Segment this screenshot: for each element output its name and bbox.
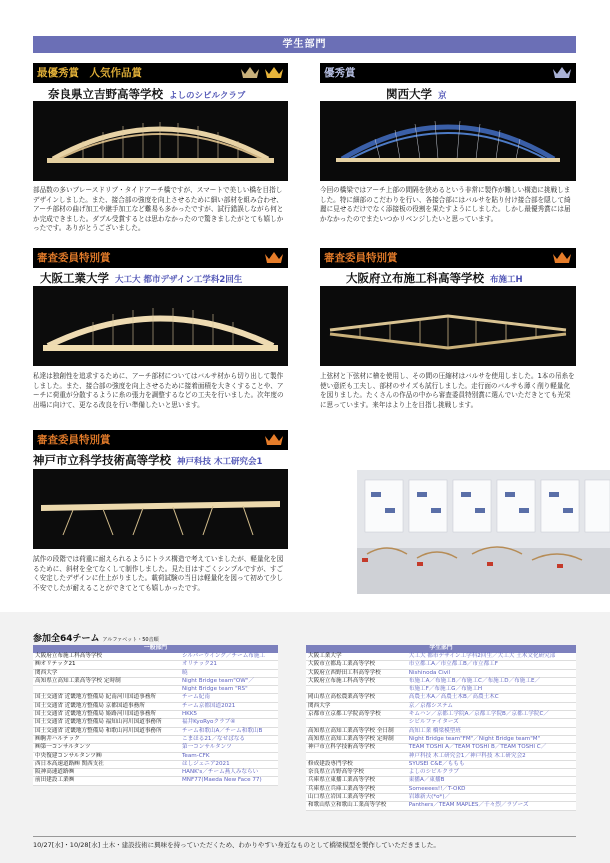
- team-cell: TEAM TOSHI A／TEAM TOSHI B／TEAM TOSHI C／: [407, 744, 576, 752]
- team-cell: キムハン／京都工学院A／京都工学院B／京都工学院C／: [407, 711, 576, 719]
- team-cell: MNF77(Maeda New Face 77): [180, 777, 278, 785]
- award-label: 審査委員特別賞: [324, 252, 398, 264]
- crown-group: [240, 65, 284, 80]
- table-row: [33, 777, 278, 785]
- teams-title: [33, 631, 159, 644]
- team-name: 大工大 都市デザイン工学科2回生: [115, 275, 243, 285]
- table-row: [33, 727, 278, 735]
- team-cell: Night Bridge team "RS": [180, 686, 278, 694]
- org-cell: 大阪府立布施工科高等学校: [306, 677, 407, 685]
- team-cell: SYUSEI C&E／ももも: [407, 760, 576, 768]
- table-row: [306, 711, 576, 719]
- table-row: [306, 794, 576, 802]
- section-header: 学生部門: [33, 36, 576, 53]
- org-cell: 高知県立高知工業高等学校 全日制: [306, 727, 407, 735]
- crown-icon: [264, 65, 284, 80]
- org-cell: [306, 719, 407, 727]
- table-row: [33, 711, 278, 719]
- table-header: 学生部門: [306, 645, 576, 653]
- table-row: [33, 744, 278, 752]
- table-row: [306, 653, 576, 661]
- team-cell: Night Bridge team"OW"／: [180, 677, 278, 685]
- team-cell: チーム京都国道2021: [180, 702, 278, 710]
- table-row: [33, 661, 278, 669]
- award-desc-3: 私達は独創性を追求するために、アーチ部材についてはバルサ材から切り出して製作しました。また、接合部の強度を向上させるために接着面積を大きくすることや、アーチに荷重が分散するように糸の張力を調整するなどの工夫を行いました。次年度の出場に向けて、更なる改良を行い準備したいと思います。: [33, 372, 284, 409]
- table-row: [306, 735, 576, 743]
- org-cell: 高知県立高知工業高等学校 定時制: [306, 735, 407, 743]
- org-cell: 関西大学: [306, 702, 407, 710]
- org-cell: ㈱第一コンサルタンツ: [33, 744, 180, 752]
- org-cell: 国土交通省 近畿地方整備局 福知山河川国道事務所: [33, 719, 180, 727]
- school-name: 大阪府立布施工科高等学校: [346, 271, 484, 285]
- crown-icon: [552, 65, 572, 80]
- award-desc-5: 試作の段階では荷重に耐えられるようにトラス構造で考えていましたが、軽量化を図るために、斜材を全てなくして制作しました。見た目はすごくシンプルですが、すごく安定したデザインに仕上がりました。載荷試験の当日は軽量化を図って初めて少し不安でしたが耐えることができてとても嬉しかったです。: [33, 555, 284, 592]
- crown-icon: [240, 65, 260, 80]
- table-row: [33, 752, 278, 760]
- table-row: [306, 802, 576, 810]
- award-school-4: [346, 270, 523, 286]
- org-cell: 兵庫県立兵庫工業高等学校: [306, 785, 407, 793]
- footer-note: 10/27[水]・10/28[水] 土木・建設技術に興味を持っていただくため、わかりやすい身近なものとして橋梁模型を製作していただきました。: [33, 841, 440, 849]
- team-cell: シビルファイターズ: [407, 719, 576, 727]
- table-row: [306, 727, 576, 735]
- org-cell: [33, 686, 180, 694]
- award-label: 審査委員特別賞: [37, 434, 111, 446]
- team-cell: シルバーウイング／チーム布施工: [180, 653, 278, 661]
- table-row: [306, 694, 576, 702]
- divider: [33, 836, 576, 837]
- team-name: 京: [438, 91, 447, 101]
- bridge-photo-2: [320, 101, 576, 181]
- team-cell: 神戸科技 木工研究会1／神戸科技 木工研究会2: [407, 752, 576, 760]
- award-banner-2: [320, 63, 576, 83]
- team-cell: Someeees!!／T-OKD: [407, 785, 576, 793]
- org-cell: 神戸市立科学技術高等学校: [306, 744, 407, 752]
- award-label: 審査委員特別賞: [37, 252, 111, 264]
- crown-icon: [264, 432, 284, 447]
- table-row: [306, 677, 576, 685]
- crown-group: [264, 432, 284, 447]
- team-cell: Panthers／TEAM MAPLES／千々烈／ラゾーズ: [407, 802, 576, 810]
- table-row: [306, 702, 576, 710]
- org-cell: 奈良県立吉野高等学校: [306, 769, 407, 777]
- org-cell: 山口県立岩国工業高等学校: [306, 794, 407, 802]
- bridge-photo-1: [33, 101, 288, 181]
- school-name: 関西大学: [386, 87, 432, 101]
- team-cell: Night Bridge team"FM"／Night Bridge team"M": [407, 735, 576, 743]
- org-cell: 国土交通省 近畿地方整備局 姫路河川国道事務所: [33, 711, 180, 719]
- exhibition-photo: [357, 470, 610, 594]
- org-cell: 国土交通省 近畿地方整備局 和歌山河川国道事務所: [33, 727, 180, 735]
- bridge-photo-5: [33, 469, 288, 549]
- team-cell: 高農土木A／高農土木B／高農土木C: [407, 694, 576, 702]
- award-banner-1: [33, 63, 288, 83]
- team-cell: 福井KyoRyoクラブ④: [180, 719, 278, 727]
- team-cell: 大工大 都市デザイン工学科2回生／大工大 土木文化研究部: [407, 653, 576, 661]
- table-row: [306, 719, 576, 727]
- org-cell: 大阪市立都島工業高等学校: [306, 661, 407, 669]
- award-desc-4: 上弦材と下弦材に檜を使用し、その間の圧縮材はバルサを使用しました。1本の吊糸を使い意匠も工夫し、部材のサイズも試行しました。走行面のバルサも薄く削り軽量化を図りました。たくさんの作品の中から審査委員特別賞に選んでいただきとても光栄に思っています。来年はより上を目指し挑戦します。: [320, 372, 575, 409]
- table-row: [33, 677, 278, 685]
- crown-group: [552, 250, 572, 265]
- table-row: [33, 719, 278, 727]
- team-cell: 高知工業 橋梁模型班: [407, 727, 576, 735]
- table-row: [33, 702, 278, 710]
- school-name: 神戸市立科学技術高等学校: [33, 453, 171, 467]
- table-row: [306, 785, 576, 793]
- team-cell: こまほる21／なせばなる: [180, 735, 278, 743]
- team-cell: 市立都工A／市立都工B／市立都工F: [407, 661, 576, 669]
- bridge-photo-4: [320, 286, 576, 366]
- org-cell: 国土交通省 近畿地方整備局 京都国道事務所: [33, 702, 180, 710]
- award-label: 優秀賞: [324, 67, 356, 79]
- award-label: 最優秀賞 人気作品賞: [37, 67, 142, 79]
- team-cell: 東播A／東播B: [407, 777, 576, 785]
- team-cell: 暁: [180, 669, 278, 677]
- team-cell: HKK5: [180, 711, 278, 719]
- table-row: [33, 669, 278, 677]
- table-row: [306, 760, 576, 768]
- org-cell: 大阪府立布施工科高等学校: [33, 653, 180, 661]
- school-name: 大阪工業大学: [40, 271, 109, 285]
- table-row: [306, 769, 576, 777]
- table-row: [306, 777, 576, 785]
- org-cell: ㈱オリテック21: [33, 661, 180, 669]
- crown-icon: [552, 250, 572, 265]
- general-teams-table: [33, 645, 278, 786]
- team-cell: オリテック21: [180, 661, 278, 669]
- award-banner-3: [33, 248, 288, 268]
- award-desc-2: 今回の橋梁ではアーチ上部の間隔を狭めるという非常に製作が難しい構造に挑戦しました。特に細部のこだわりを行い、各接合部にはバルサを貼り付け接合部を隠して綺麗に見せるだけでなく添接板の役割を果たすようにしました。しかし最優秀賞には届かなかったのでまたいつかリベンジしたいと思っています。: [320, 186, 571, 223]
- team-cell: 京／京都システム: [407, 702, 576, 710]
- bridge-photo-3: [33, 286, 288, 366]
- team-cell: はしジェニア2021: [180, 760, 278, 768]
- table-row: [306, 669, 576, 677]
- table-row: [33, 769, 278, 777]
- team-cell: Team-CFK: [180, 752, 278, 760]
- award-banner-4: [320, 248, 576, 268]
- table-row: [33, 653, 278, 661]
- table-row: [33, 694, 278, 702]
- table-row: [306, 744, 576, 752]
- org-cell: 大阪府立西野田工科高等学校: [306, 669, 407, 677]
- org-cell: 前田建設工業㈱: [33, 777, 180, 785]
- team-cell: チーム和歌山A／チーム和歌山B: [180, 727, 278, 735]
- table-row: [306, 752, 576, 760]
- org-cell: 大阪工業大学: [306, 653, 407, 661]
- table-row: [33, 686, 278, 694]
- org-cell: 国土交通省 近畿地方整備局 紀南河川国道事務所: [33, 694, 180, 702]
- award-school-2: [386, 86, 447, 102]
- award-school-5: [33, 452, 262, 468]
- table-row: [306, 661, 576, 669]
- team-name: 神戸科技 木工研究会1: [177, 457, 263, 467]
- award-school-3: [40, 270, 242, 286]
- table-row: [306, 686, 576, 694]
- org-cell: 西日本高速道路㈱ 関西支社: [33, 760, 180, 768]
- team-cell: 岩雄新天(*o*)／: [407, 794, 576, 802]
- teams-title-text: 参加全64チーム: [33, 634, 100, 644]
- team-name: 布施工H: [490, 275, 523, 285]
- award-desc-1: 部品数の多いブレースドリブ・タイドアーチ橋ですが、スマートで美しい橋を目指しデザインしました。また、接合部の強度を向上させるために細い部材を組み合わせ、アーチ部材の曲げ加工や継手加工など難易も多かったですが、試行錯誤しながら何とか完成できました。ダブル受賞するとは思わなかったので驚きましたがとても嬉しかったです。ありがとうございました。: [33, 186, 284, 233]
- table-row: [33, 760, 278, 768]
- team-cell: 布施工A／布施工B／布施工C／布施工D／布施工E／: [407, 677, 576, 685]
- student-teams-table: [306, 645, 576, 811]
- crown-icon: [264, 250, 284, 265]
- team-cell: Nishinoda Civil: [407, 669, 576, 677]
- school-name: 奈良県立吉野高等学校: [48, 87, 163, 101]
- crown-group: [552, 65, 572, 80]
- org-cell: [306, 686, 407, 694]
- award-banner-5: [33, 430, 288, 450]
- org-cell: 兵庫県立東播工業高等学校: [306, 777, 407, 785]
- team-cell: 布施工F／布施工G／布施工H: [407, 686, 576, 694]
- team-cell: HANK's／チーム燕人みならい: [180, 769, 278, 777]
- org-cell: 修成建設専門学校: [306, 760, 407, 768]
- org-cell: [306, 752, 407, 760]
- org-cell: 岡山県立高松農業高等学校: [306, 694, 407, 702]
- org-cell: 関西大学: [33, 669, 180, 677]
- team-cell: よしのシビルクラブ: [407, 769, 576, 777]
- org-cell: 阪神高速道路㈱: [33, 769, 180, 777]
- org-cell: 京都市立京都工学院高等学校: [306, 711, 407, 719]
- table-header: 一般部門: [33, 645, 278, 653]
- table-row: [33, 735, 278, 743]
- award-school-1: [48, 86, 245, 102]
- team-name: よしのシビルクラブ: [169, 91, 246, 101]
- org-cell: 中央復建コンサルタンツ㈱: [33, 752, 180, 760]
- teams-note: アルファベット・50音順: [102, 637, 159, 643]
- crown-group: [264, 250, 284, 265]
- org-cell: 和歌山県立和歌山工業高等学校: [306, 802, 407, 810]
- team-cell: 第一コンサルタンツ: [180, 744, 278, 752]
- team-cell: チーム紀南: [180, 694, 278, 702]
- org-cell: 高知県立高知工業高等学校 定時制: [33, 677, 180, 685]
- org-cell: ㈱駒井ハルテック: [33, 735, 180, 743]
